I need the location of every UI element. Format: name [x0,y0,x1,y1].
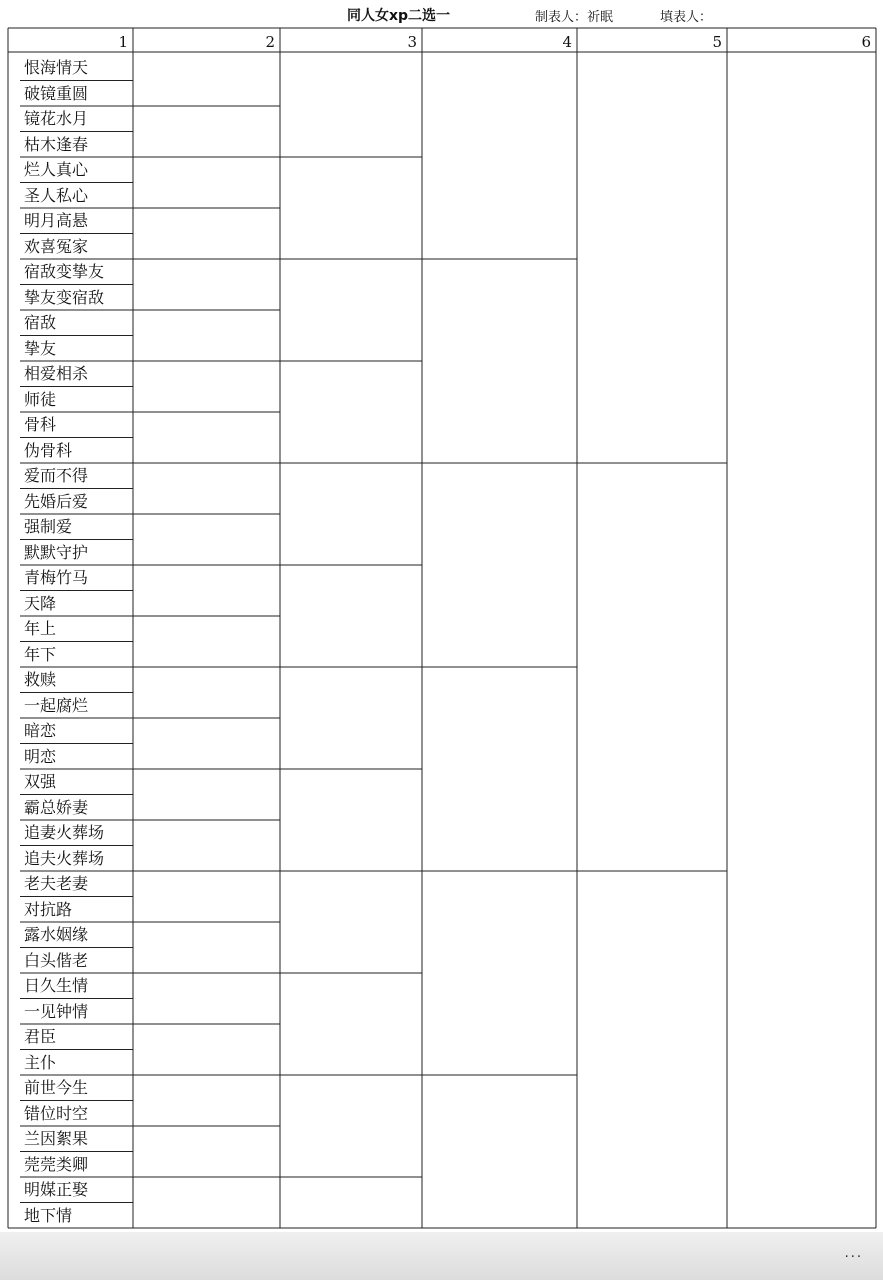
list-item: 挚友变宿敌 [24,287,105,307]
list-item: 白头偕老 [24,950,89,970]
list-item: 追夫火葬场 [24,848,105,868]
list-item: 天降 [24,593,57,613]
list-item: 爱而不得 [24,466,89,485]
list-item: 先婚后爱 [24,491,89,511]
list-item: 圣人私心 [24,185,89,205]
list-item: 宿敌 [24,313,57,332]
list-item: 明恋 [24,746,57,766]
page-title: 同人女xp二选一 [347,8,451,24]
list-item: 一起腐烂 [24,695,89,715]
list-item: 枯木逢春 [24,134,89,154]
list-item: 强制爱 [24,517,73,536]
list-item: 对抗路 [24,899,73,919]
column-header-6: 6 [861,33,871,51]
list-item: 恨海情天 [24,58,89,77]
list-item: 骨科 [24,415,57,434]
column-header-2: 2 [265,33,275,51]
list-item: 破镜重圆 [24,83,89,103]
list-item: 老夫老妻 [24,874,89,893]
list-item: 烂人真心 [24,160,89,179]
list-item: 前世今生 [24,1078,89,1097]
filler-label: 填表人： [660,10,713,25]
list-item: 地下情 [24,1205,73,1225]
column-header-1: 1 [118,33,128,51]
column-header-5: 5 [712,33,722,51]
list-item: 错位时空 [24,1103,89,1123]
list-item: 相爱相杀 [24,364,89,383]
ellipsis-icon[interactable]: ··· [844,1250,863,1265]
column-header-4: 4 [562,33,572,51]
list-item: 师徒 [24,389,57,409]
list-item: 兰因絮果 [24,1129,89,1148]
bottom-toolbar [0,1232,883,1280]
list-item: 伪骨科 [24,440,73,460]
list-item: 明媒正娶 [24,1180,89,1199]
list-item: 青梅竹马 [24,568,89,587]
column-header-3: 3 [407,33,417,51]
list-item: 欢喜冤家 [24,236,89,256]
maker-label: 制表人：祈眠 [535,10,614,25]
list-item: 一见钟情 [24,1001,89,1021]
list-item: 挚友 [24,338,57,358]
list-item: 宿敌变挚友 [24,262,105,281]
list-item: 默默守护 [24,542,89,562]
list-item: 霸总娇妻 [24,797,89,817]
list-item: 主仆 [24,1052,57,1072]
list-item: 双强 [24,772,57,791]
list-item: 救赎 [24,670,57,689]
list-item: 年下 [24,644,57,664]
list-item: 日久生情 [24,976,89,995]
list-item: 莞莞类卿 [24,1154,89,1174]
list-item: 君臣 [24,1027,57,1046]
list-item: 年上 [24,619,57,638]
list-item: 露水姻缘 [24,925,89,944]
list-item: 明月高悬 [24,211,89,230]
list-item: 追妻火葬场 [24,823,105,842]
list-item: 镜花水月 [24,109,89,128]
list-item: 暗恋 [24,721,57,740]
